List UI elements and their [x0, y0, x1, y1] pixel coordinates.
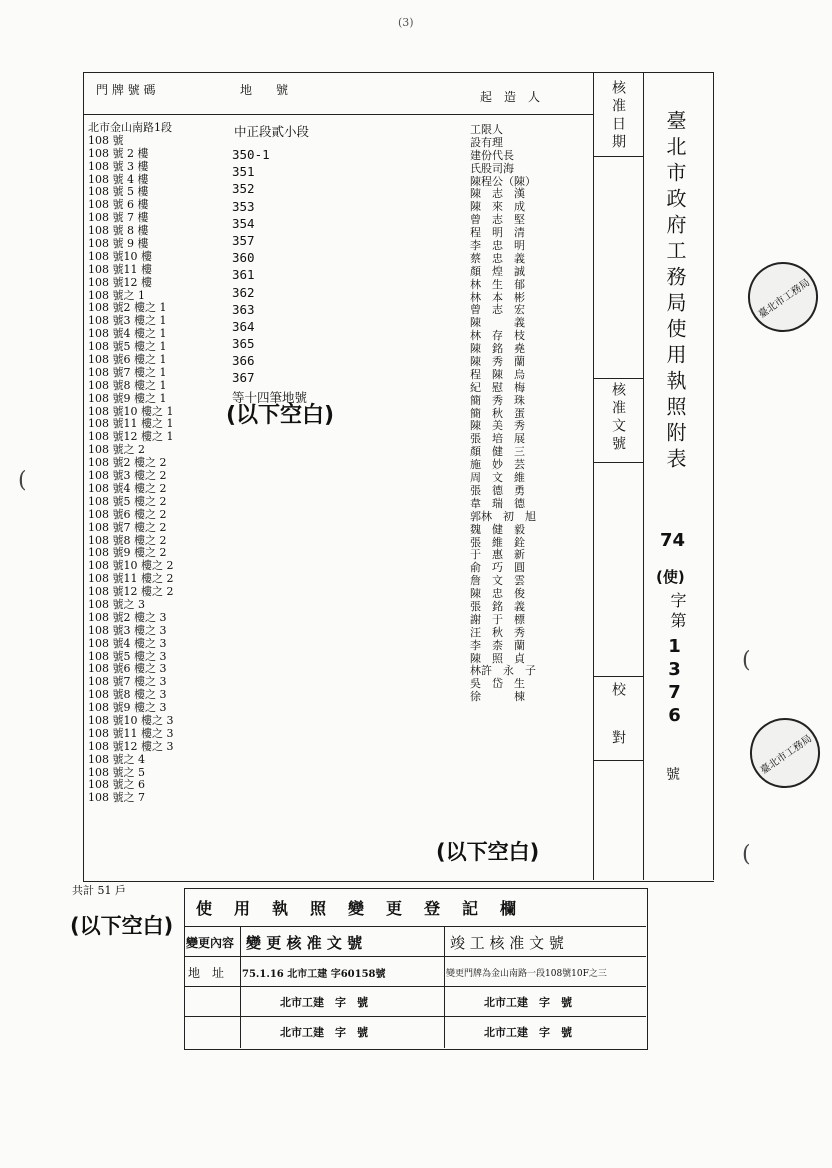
address-row: 108 號2 樓之 3 [88, 610, 167, 624]
land-note: 等十四筆地號 [232, 390, 308, 405]
land-number: 365 [232, 336, 255, 352]
address-row: 108 號10 樓之 3 [88, 713, 174, 727]
address-row: 108 號5 樓之 3 [88, 649, 167, 663]
builder-row: 林 本 彬 [470, 290, 525, 304]
address-row: 108 號6 樓之 1 [88, 353, 167, 367]
builder-row: 林許 永 子 [470, 664, 536, 678]
change-row-address-completion: 變更門牌為金山南路一段108號10F之三 [446, 968, 607, 979]
builder-row: 程 陳 烏 [470, 367, 525, 381]
address-row: 108 號8 樓之 3 [88, 688, 167, 702]
builder-row: 林 存 枝 [470, 329, 525, 343]
builder-row: 陳 照 貞 [470, 651, 525, 665]
address-row: 108 號 6 樓 [88, 198, 149, 212]
builder-row: 工限人 [470, 123, 503, 136]
address-row: 108 號11 樓之 2 [88, 572, 174, 586]
address-row: 108 號12 樓 [88, 275, 152, 289]
address-row: 108 號5 樓之 1 [88, 340, 167, 354]
title-number-prefix: 74 [660, 530, 686, 551]
change-rule-2 [184, 956, 646, 957]
address-row: 108 號7 樓之 3 [88, 675, 167, 689]
builder-row: 顏 健 三 [470, 445, 525, 459]
builder-row: 林 生 郁 [470, 277, 525, 291]
land-number: 353 [232, 198, 255, 214]
label-approval-date: 核准日期 [610, 80, 626, 152]
punch-hole-mark: ( [742, 648, 751, 673]
change-col-2 [444, 926, 445, 1048]
builder-row: 周 文 維 [470, 471, 525, 485]
builder-row: 謝 于 標 [470, 612, 525, 626]
change-header-completion: 竣 工 核 准 文 號 [450, 933, 564, 952]
address-row: 108 號 [88, 133, 124, 147]
address-row: 108 號7 樓之 1 [88, 365, 167, 379]
address-row: 108 號之 6 [88, 778, 145, 792]
address-row: 108 號6 樓之 3 [88, 662, 167, 676]
change-row3-completion: 北市工建 字 號 [484, 996, 572, 1009]
builder-list [470, 124, 536, 704]
address-row: 108 號之 7 [88, 791, 145, 805]
header-rule [83, 114, 593, 115]
land-number: 354 [232, 215, 255, 231]
builder-row: 張 培 展 [470, 432, 525, 446]
address-row: 108 號9 樓之 3 [88, 701, 167, 715]
builder-row: 陳 志 漢 [470, 187, 525, 201]
address-row: 108 號11 樓之 3 [88, 726, 174, 740]
address-row: 108 號 5 樓 [88, 185, 149, 199]
address-row: 108 號2 樓之 2 [88, 456, 167, 470]
address-row: 108 號7 樓之 2 [88, 520, 167, 534]
address-row: 108 號10 樓 [88, 249, 152, 263]
builder-row: 陳 義 [470, 316, 525, 330]
land-number: 352 [232, 181, 255, 197]
address-row: 北市金山南路1段 [88, 121, 172, 134]
land-number: 363 [232, 301, 255, 317]
side-rule-1 [593, 156, 643, 157]
builder-row: 曾 志 堅 [470, 213, 525, 227]
land-number: 351 [232, 164, 255, 180]
change-col-1 [240, 926, 241, 1048]
header-builder: 起 造 人 [480, 90, 541, 104]
seal-stamp: 臺北市工務局 [734, 248, 831, 345]
frame-right [713, 72, 714, 880]
side-rule-3 [593, 462, 643, 463]
builder-row: 陳 忠 俊 [470, 587, 525, 601]
address-row: 108 號12 樓之 3 [88, 739, 174, 753]
builder-row: 曾 志 宏 [470, 303, 525, 317]
document-title: 臺北市政府工務局使用執照附表 [663, 110, 687, 474]
land-number-list [232, 146, 270, 387]
address-row: 108 號之 1 [88, 288, 145, 302]
address-row: 108 號2 樓之 1 [88, 301, 167, 315]
builder-row: 顏 煌 誠 [470, 264, 525, 278]
address-row: 108 號9 樓之 1 [88, 391, 167, 405]
address-row: 108 號 3 樓 [88, 159, 149, 173]
builder-row: 詹 文 雲 [470, 574, 525, 588]
address-row: 108 號11 樓之 1 [88, 417, 174, 431]
land-number: 360 [232, 250, 255, 266]
builder-row: 魏 健 毅 [470, 522, 525, 536]
change-header-content: 變更內容 [186, 935, 235, 950]
address-row: 108 號 9 樓 [88, 237, 149, 251]
address-row: 108 號5 樓之 2 [88, 494, 167, 508]
address-row: 108 號之 4 [88, 752, 145, 766]
builder-row: 施 妙 芸 [470, 458, 525, 472]
builder-row: 陳 銘 堯 [470, 342, 525, 356]
builder-row: 氏股司海 [470, 161, 514, 175]
land-number: 357 [232, 232, 255, 248]
change-rule-4 [184, 1016, 646, 1017]
builder-row: 蔡 忠 義 [470, 251, 525, 265]
side-column-divider [593, 72, 594, 880]
builder-row: 張 德 勇 [470, 483, 525, 497]
address-row: 108 號12 樓之 1 [88, 430, 174, 444]
change-header-approval: 變 更 核 准 文 號 [246, 933, 363, 952]
address-row: 108 號10 樓之 1 [88, 404, 174, 418]
address-row: 108 號之 3 [88, 597, 145, 611]
label-approval-no: 核准文號 [610, 382, 626, 454]
address-total: 共計 51 戶 [72, 884, 126, 897]
builder-row: 陳 美 秀 [470, 419, 525, 433]
address-row: 108 號12 樓之 2 [88, 585, 174, 599]
address-row: 108 號8 樓之 2 [88, 533, 167, 547]
builder-row: 郭林 初 旭 [470, 509, 536, 523]
land-number: 361 [232, 267, 255, 283]
address-row: 108 號4 樓之 2 [88, 481, 167, 495]
punch-hole-mark: ( [742, 842, 751, 867]
title-number-char: 字第 [668, 592, 687, 632]
change-rule-1 [184, 926, 646, 927]
address-row: 108 號 4 樓 [88, 172, 149, 186]
builder-row: 李 柰 蘭 [470, 638, 525, 652]
change-row3-approval: 北市工建 字 號 [280, 996, 368, 1009]
address-row: 108 號4 樓之 1 [88, 327, 167, 341]
builder-row: 陳 來 成 [470, 200, 525, 214]
builder-row: 徐 棟 [470, 690, 525, 704]
header-land-number: 地 號 [240, 83, 289, 97]
change-row-address-approval: 75.1.16 北市工建 字60158號 [242, 968, 386, 980]
blank-mark-address: (以下空白) [70, 914, 174, 938]
address-row: 108 號3 樓之 2 [88, 469, 167, 483]
address-row: 108 號6 樓之 2 [88, 507, 167, 521]
side-rule-5 [593, 760, 643, 761]
seal-stamp: 臺北市工務局 [736, 704, 832, 801]
address-row: 108 號9 樓之 2 [88, 546, 167, 560]
builder-row: 簡 秀 珠 [470, 393, 525, 407]
builder-row: 簡 秋 蛋 [470, 406, 525, 420]
builder-row: 張 維 銓 [470, 535, 525, 549]
change-table-title: 使 用 執 照 變 更 登 記 欄 [196, 898, 520, 918]
title-number: 1376 [664, 636, 685, 728]
builder-row: 建份代長 [470, 148, 514, 162]
header-address: 門 牌 號 碼 [96, 83, 156, 97]
builder-row: 陳 秀 蘭 [470, 355, 525, 369]
address-row: 108 號3 樓之 1 [88, 314, 167, 328]
builder-row: 韋 瑞 德 [470, 496, 525, 510]
address-row: 108 號3 樓之 3 [88, 623, 167, 637]
address-row: 108 號 8 樓 [88, 224, 149, 238]
page-mark: (3) [398, 16, 414, 29]
change-row4-approval: 北市工建 字 號 [280, 1026, 368, 1039]
land-number: 366 [232, 353, 255, 369]
address-row: 108 號之 2 [88, 443, 145, 457]
change-rule-3 [184, 986, 646, 987]
builder-row: 汪 秋 秀 [470, 625, 525, 639]
label-proofread: 校 對 [610, 682, 626, 754]
change-row-address-label: 地 址 [188, 965, 225, 980]
address-row: 108 號4 樓之 3 [88, 636, 167, 650]
title-number-suffix: 號 [666, 767, 680, 783]
builder-row: 李 忠 明 [470, 239, 525, 253]
address-row: 108 號 7 樓 [88, 211, 149, 225]
land-number: 367 [232, 370, 255, 386]
land-number: 362 [232, 284, 255, 300]
punch-hole-mark: ( [18, 468, 27, 493]
blank-mark-builder: (以下空白) [436, 840, 540, 864]
blank-mark-land: (以下空白) [226, 403, 335, 428]
builder-row: 紀 慰 梅 [470, 380, 525, 394]
builder-row: 程 明 清 [470, 226, 525, 240]
builder-row: 吳 岱 生 [470, 677, 525, 691]
side-rule-2 [593, 378, 643, 379]
address-row: 108 號11 樓 [88, 262, 152, 276]
land-number: 364 [232, 318, 255, 334]
address-row: 108 號10 樓之 2 [88, 559, 174, 573]
address-row: 108 號之 5 [88, 765, 145, 779]
side-rule-4 [593, 676, 643, 677]
builder-row: 陳程公（陳） [470, 174, 536, 188]
builder-row: 張 銘 義 [470, 599, 525, 613]
builder-row: 俞 巧 圓 [470, 561, 525, 575]
title-number-use: (使) [656, 568, 685, 586]
address-row: 108 號8 樓之 1 [88, 378, 167, 392]
address-row: 108 號 2 樓 [88, 146, 149, 160]
change-row4-completion: 北市工建 字 號 [484, 1026, 572, 1039]
side-inner-divider [643, 72, 644, 880]
land-number: 350-1 [232, 147, 270, 162]
land-section: 中正段貳小段 [234, 124, 310, 139]
builder-row: 于 惠 新 [470, 548, 525, 562]
builder-row: 設有理 [470, 135, 503, 149]
address-list [88, 122, 173, 805]
